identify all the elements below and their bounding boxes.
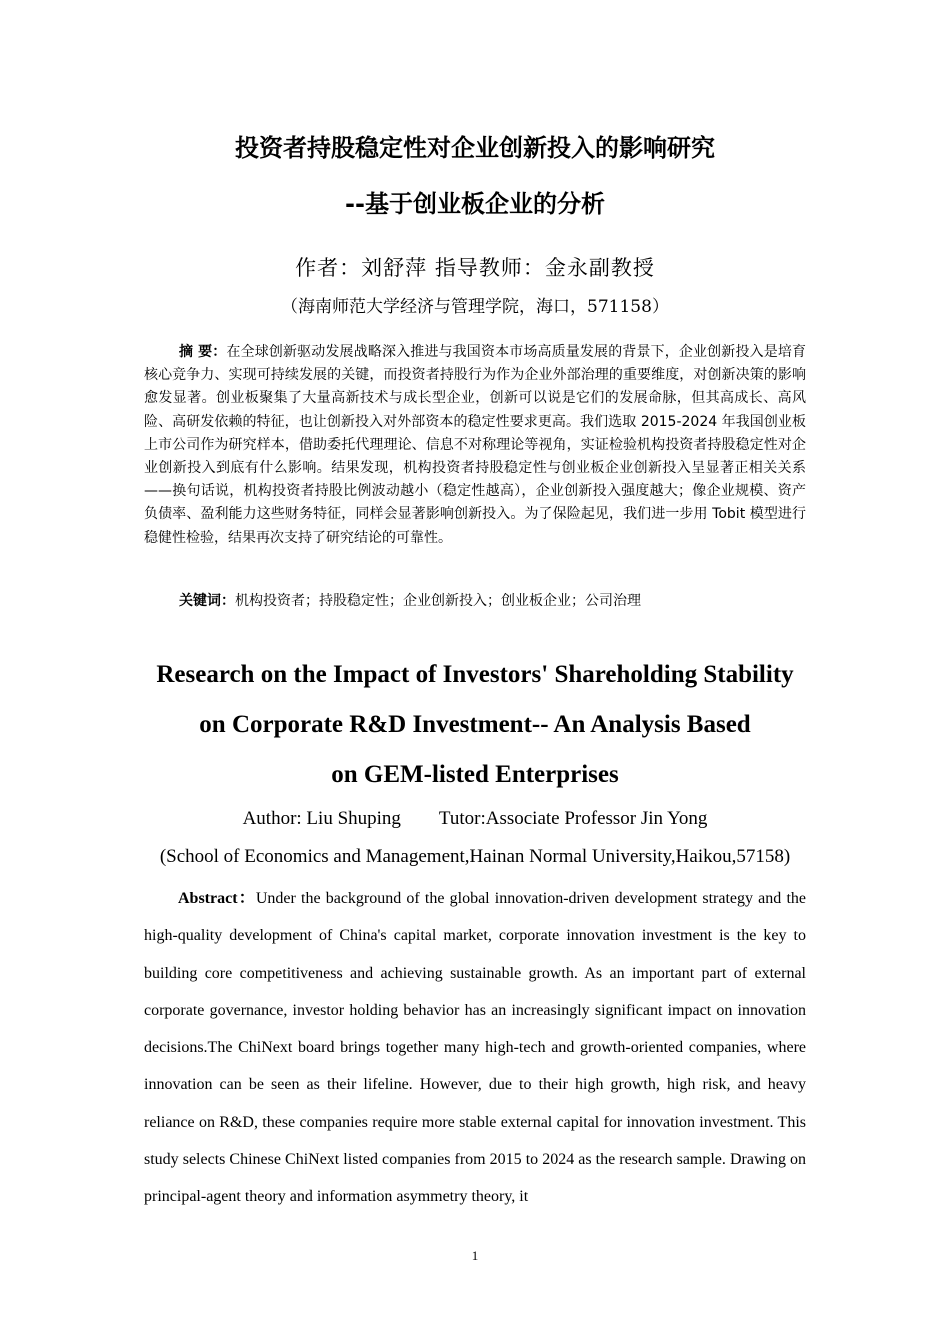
en-affiliation: (School of Economics and Management,Hainan Normal University,Haikou,57158) (159, 846, 791, 867)
en-title-line1: Research on the Impact of Investors' Shareholding Stability (156, 661, 794, 688)
cn-affiliation: （海南师范大学经济与管理学院，海口，571158） (281, 297, 669, 317)
en-authors (0, 808, 950, 830)
cn-keywords-label: 关键词： (179, 593, 235, 609)
cn-title-line2: --基于创业板企业的分析 (345, 190, 605, 218)
en-title-line3: on GEM-listed Enterprises (331, 761, 619, 788)
en-abstract (144, 880, 806, 1216)
en-author: Author: Liu Shuping (242, 808, 401, 829)
cn-abstract-text: 在全球创新驱动发展战略深入推进与我国资本市场高质量发展的背景下，企业创新投入是培育核心竞争力、实现可持续发展的关键，而投资者持股行为作为企业外部治理的重要维度，对创新决策的影响愈发显著。创业板聚集了大量高新技术与成长型企业，创新可以说是它们的发展命脉，但其高成长、高风险、高研发依赖的特征，也让创新投入对外部资本的稳定性要求更高。我们选取 2015-2024 年我国创业板上市公司作为研究样本，借助委托代理理论、信息不对称理论等视角，实证检验机构投资者持股稳定性对企业创新投入到底有什么影响。结果发现，机构投资者持股稳定性与创业板企业创新投入呈显著正相关关系——换句话说，机构投资者持股比例波动越小（稳定性越高），企业创新投入强度越大；像企业规模、资产负债率、盈利能力这些财务特征，同样会显著影响创新投入。为了保险起见，我们进一步用 Tobit 模型进行稳健性检验，结果再次支持了研究结论的可靠性。 (144, 344, 807, 546)
cn-abstract (144, 341, 806, 550)
page-number: 1 (471, 1248, 479, 1263)
en-abstract-text: Under the background of the global innovation-driven development strategy and the high-quality development of China's capital market, corporate innovation investment is the key to building core competitiveness and achieving sustainable growth. As an important part of external corporate governance, investor holding behavior has an increasingly significant impact on innovation decisions.The ChiNext board brings together many high-tech and growth-oriented companies, where innovation can be seen as their lifeline. However, due to their high growth, high risk, and heavy reliance on R&D, these companies require more stable external capital for innovation investment. This study selects Chinese ChiNext listed companies from 2015 to 2024 as the research sample. Drawing on principal-agent theory and information asymmetry theory, it (144, 890, 806, 1206)
cn-keywords-text: 机构投资者；持股稳定性；企业创新投入；创业板企业；公司治理 (235, 593, 641, 609)
cn-title-line1: 投资者持股稳定性对企业创新投入的影响研究 (235, 134, 715, 162)
cn-keywords (144, 590, 806, 613)
en-tutor: Tutor:Associate Professor Jin Yong (438, 808, 708, 829)
cn-abstract-label: 摘 要： (179, 344, 227, 360)
cn-authors: 作者：刘舒萍 指导教师：金永副教授 (295, 256, 655, 280)
en-abstract-label: Abstract： (178, 890, 256, 907)
en-title-line2: on Corporate R&D Investment-- An Analysis Based (199, 711, 751, 738)
